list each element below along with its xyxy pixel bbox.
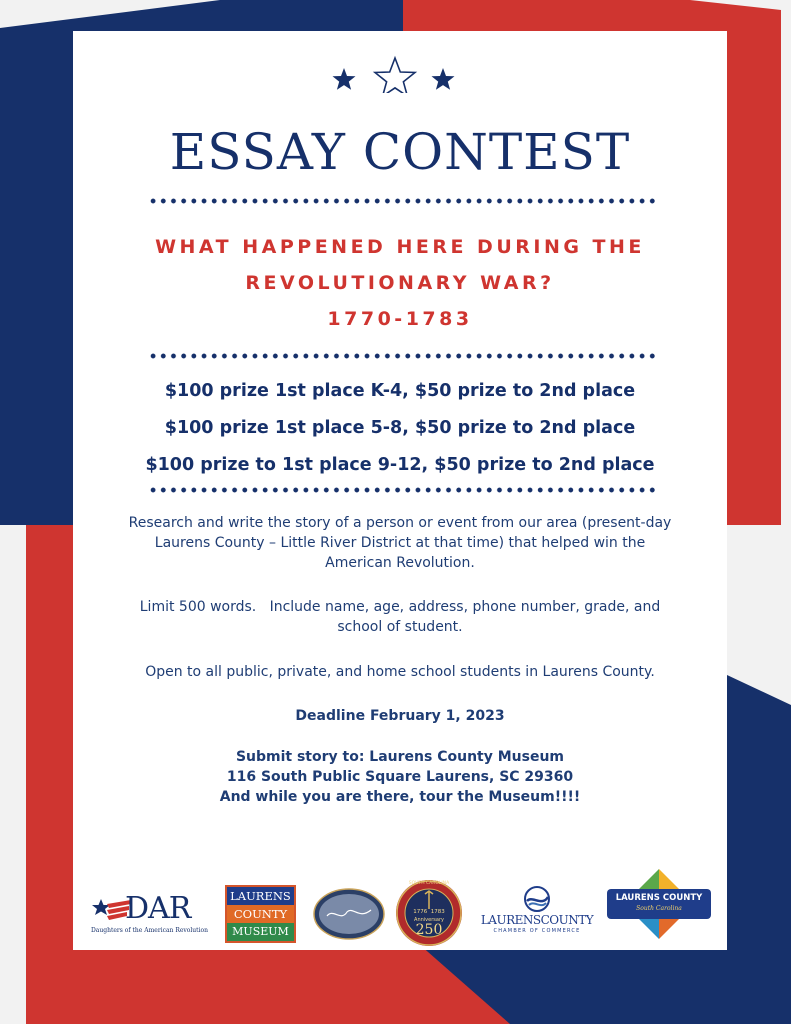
star-filled-icon — [432, 68, 455, 90]
eligibility-text: Open to all public, private, and home school students in Laurens County. — [145, 664, 655, 680]
signature-seal-logo — [313, 888, 385, 940]
dar-tagline: Daughters of the American Revolution — [91, 927, 208, 934]
chamber-name: LAURENSCOUNTY — [480, 913, 594, 927]
museum-logo — [225, 885, 296, 943]
limit-line: Limit 500 words. Include name, age, address, phone number, grade, and — [139, 599, 661, 615]
description-line: American Revolution. — [325, 555, 475, 571]
question-line: REVOLUTIONARY WAR? — [245, 272, 555, 294]
prize-line: $100 prize 1st place 5-8, $50 prize to 2nd place — [164, 418, 636, 438]
seal-text: Anniversary — [414, 917, 444, 923]
swirl-icon — [522, 885, 552, 913]
dar-name: DAR — [125, 891, 191, 926]
limit-line: school of student. — [337, 619, 463, 635]
seal-number: 250 — [415, 922, 443, 938]
trails-title: LAURENS COUNTY — [615, 893, 703, 903]
description-line: Research and write the story of a person or event from our area (present-day — [128, 515, 672, 531]
deadline-text: Deadline February 1, 2023 — [295, 708, 505, 724]
stars-row — [73, 43, 727, 93]
museum-line: COUNTY — [227, 905, 294, 923]
sponsor-logos — [73, 863, 727, 943]
sc-250-seal — [395, 879, 463, 947]
submit-line: 116 South Public Square Laurens, SC 29360 — [226, 769, 574, 785]
limit-text — [103, 597, 697, 637]
star-outline-icon — [375, 58, 415, 93]
submit-line: Submit story to: Laurens County Museum — [235, 749, 565, 765]
dotted-divider — [148, 198, 658, 204]
prize-list — [73, 373, 727, 484]
seal-text: SOUTH CAROLINA — [408, 881, 450, 886]
trails-sub: South Carolina — [636, 905, 682, 912]
question-line: WHAT HAPPENED HERE DURING THE — [155, 236, 645, 258]
flyer-card — [73, 31, 727, 950]
contest-title: ESSAY CONTEST — [169, 123, 631, 181]
laurens-county-sc-logo — [605, 867, 713, 943]
chamber-sub: CHAMBER OF COMMERCE — [493, 928, 581, 934]
description-line: Laurens County – Little River District at that time) that helped win the — [154, 535, 646, 551]
dar-logo — [91, 893, 219, 937]
contest-question — [73, 229, 727, 337]
museum-line: MUSEUM — [227, 923, 294, 941]
submit-info — [103, 747, 697, 807]
chamber-logo — [475, 885, 599, 945]
star-filled-icon — [333, 68, 356, 90]
prize-line: $100 prize 1st place K-4, $50 prize to 2nd place — [164, 381, 636, 401]
prize-line: $100 prize to 1st place 9-12, $50 prize to 2nd place — [145, 455, 655, 475]
museum-line: LAURENS — [230, 889, 291, 903]
submit-line: And while you are there, tour the Museum!!!! — [219, 789, 581, 805]
dotted-divider — [148, 353, 658, 359]
description-text — [103, 513, 697, 573]
seal-years: 1776 1783 — [413, 909, 445, 915]
question-years: 1770-1783 — [327, 308, 473, 330]
dotted-divider — [148, 487, 658, 493]
